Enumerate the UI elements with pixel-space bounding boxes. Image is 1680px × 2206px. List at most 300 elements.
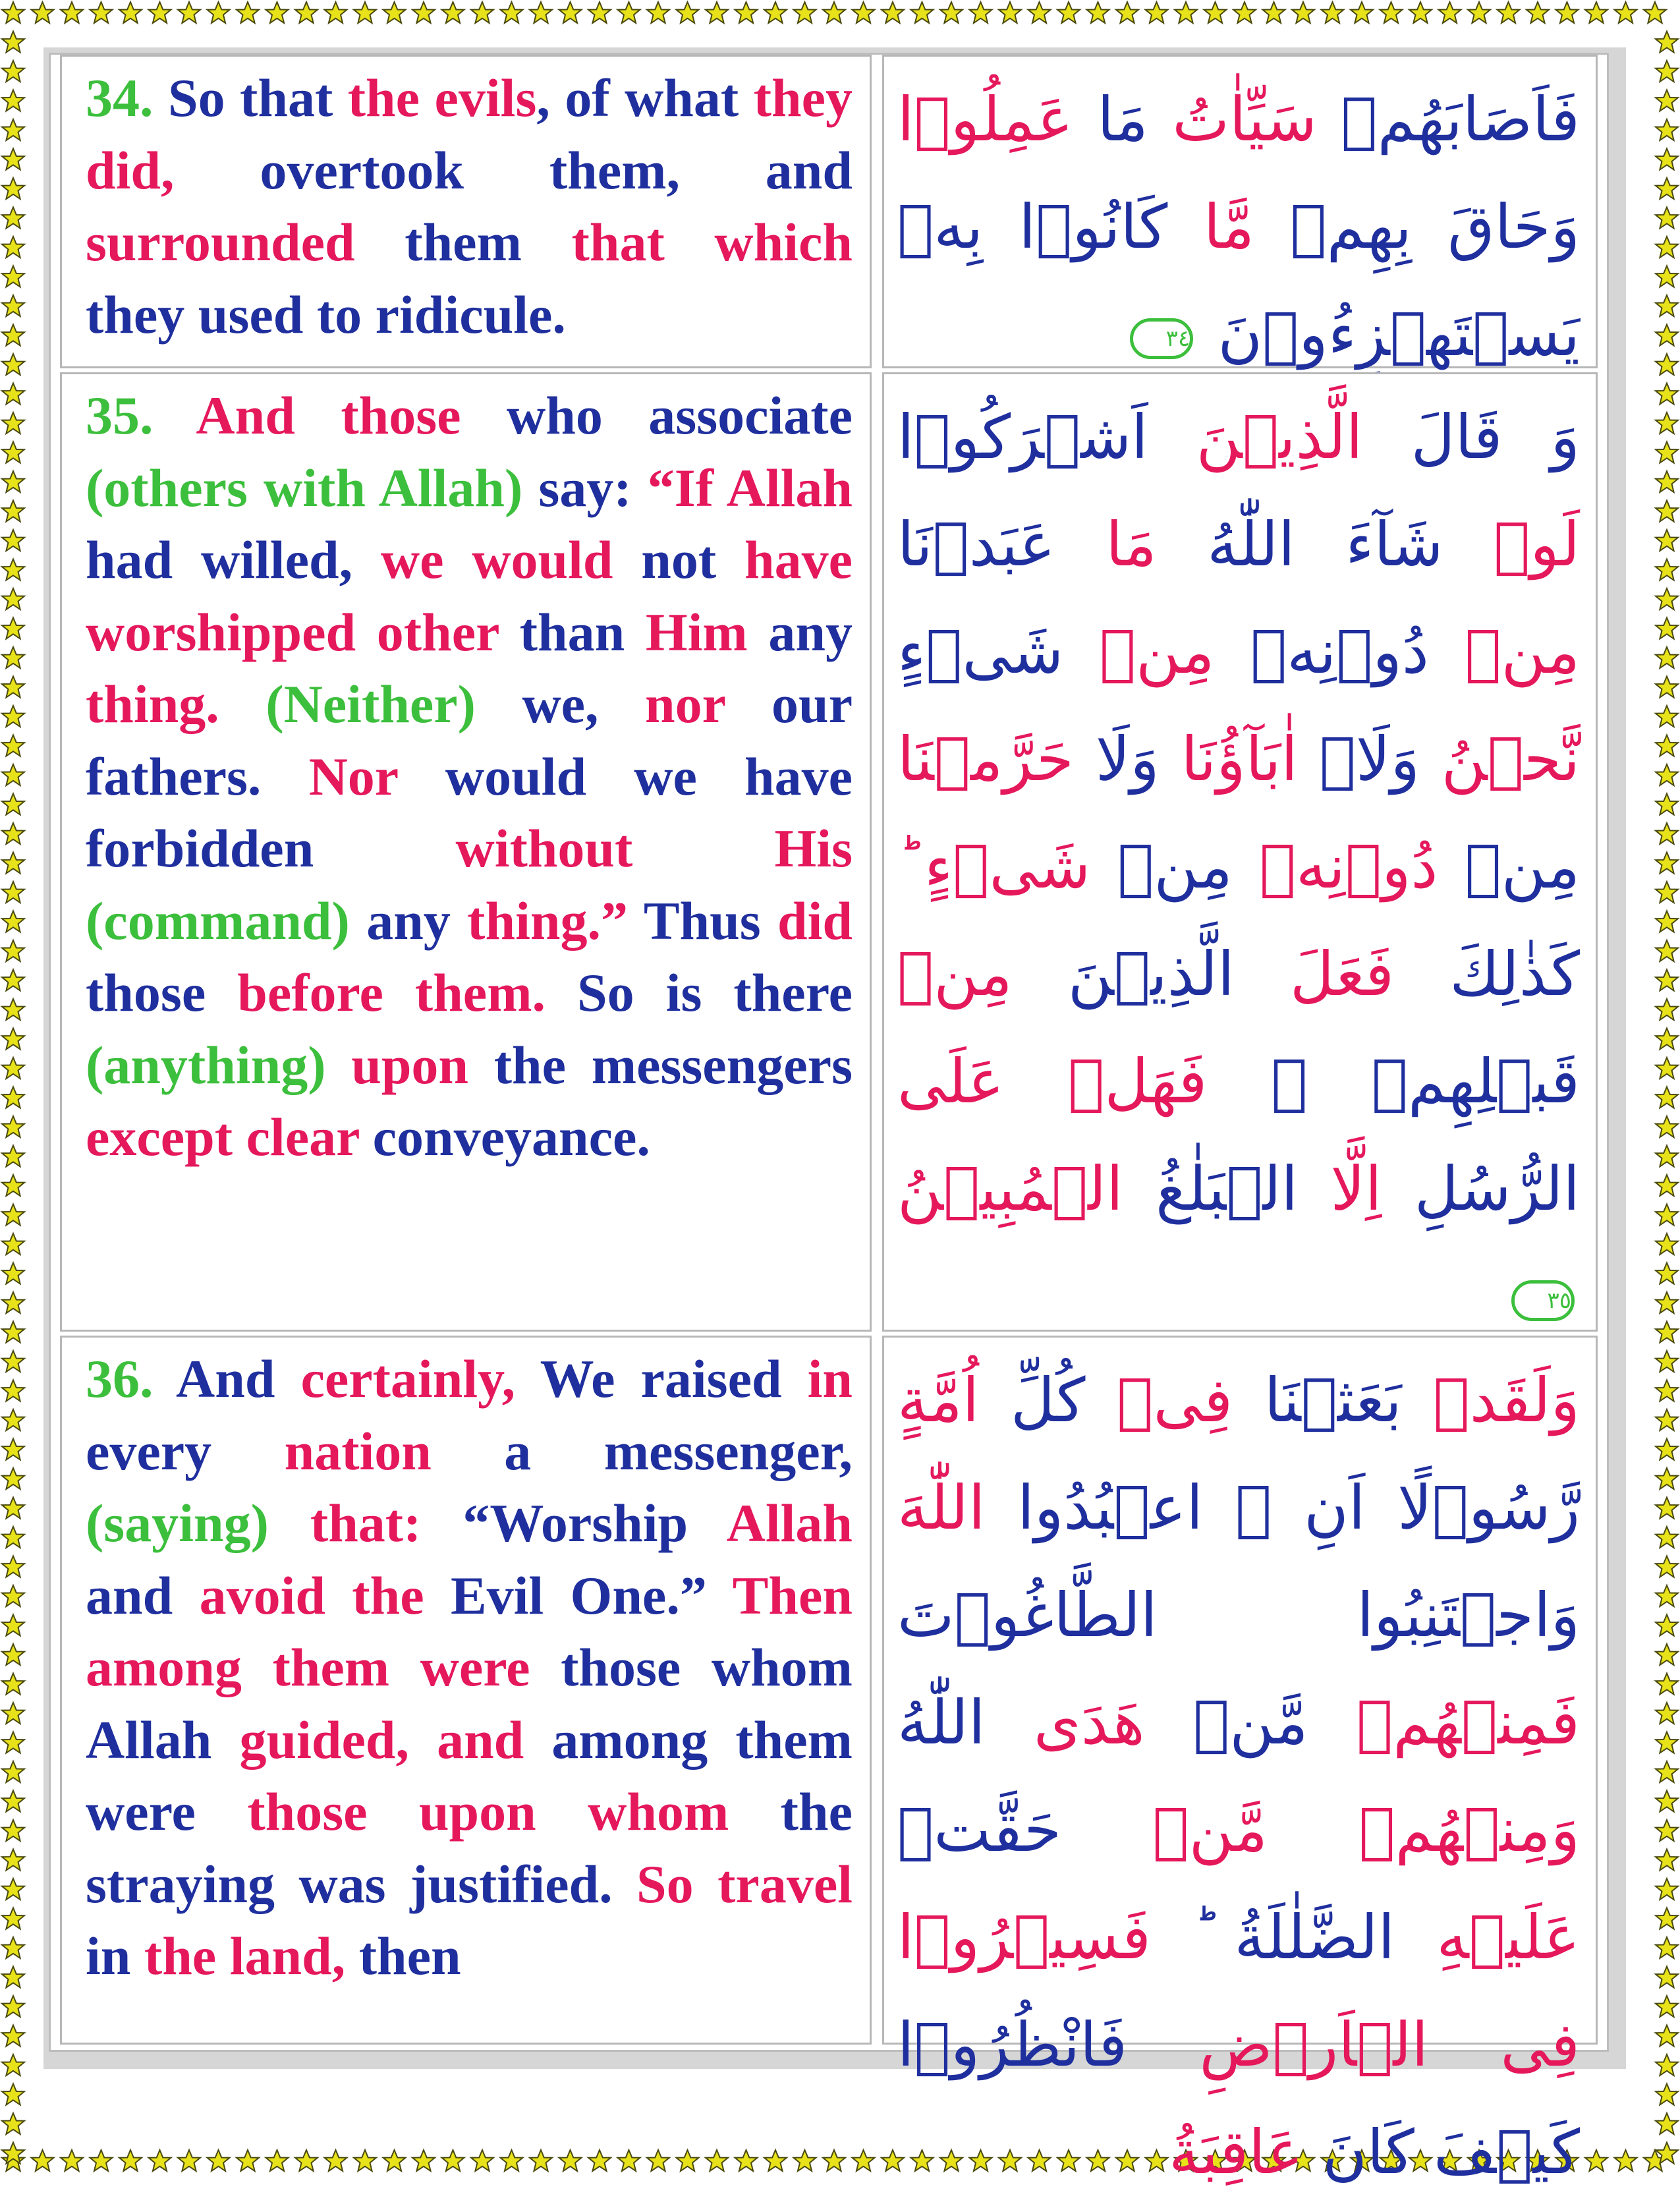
star-icon	[2, 412, 24, 434]
star-icon	[1656, 1263, 1678, 1284]
star-icon	[2, 1820, 24, 1841]
star-icon	[1656, 1674, 1678, 1695]
star-icon	[2, 1204, 24, 1226]
star-icon	[1656, 1791, 1678, 1812]
translation-text-segment: we would	[380, 530, 613, 590]
star-icon	[1656, 1996, 1678, 2017]
star-icon	[2, 1674, 24, 1695]
star-icon	[1615, 2150, 1637, 2171]
translation-text-segment: Thus	[627, 890, 777, 951]
star-icon	[2, 295, 24, 316]
translation-text-segment: would we have forbidden	[86, 746, 853, 878]
arabic-text-segment: الَّذِيۡنَ	[1012, 939, 1290, 1009]
arabic-text-segment: اٰبَآؤُنَا	[1181, 724, 1298, 795]
star-icon	[1087, 2, 1109, 23]
arabic-text-segment: وَلَاۤ	[1297, 724, 1442, 795]
translation-text-segment: (saying)	[86, 1493, 269, 1553]
translation-text-segment: (others with Allah)	[86, 457, 523, 518]
star-icon	[1656, 2084, 1678, 2105]
arabic-text-segment: وَ قَالَ	[1362, 402, 1580, 472]
star-icon	[1439, 2, 1461, 23]
verse-number: 35.	[86, 385, 154, 445]
arabic-text-segment: الضَّلٰلَةُ ؕ	[1150, 1902, 1437, 1973]
arabic-text-segment: فَسِيۡرُوۡا فِى	[897, 1902, 1580, 2080]
translation-text-segment: a messenger,	[431, 1421, 853, 1481]
star-icon	[471, 2, 493, 23]
arabic-text-segment: كُلِّ	[979, 1365, 1117, 1436]
arabic-text-segment: وَحَاقَ بِهِمۡ	[1254, 192, 1580, 262]
star-icon	[442, 2, 464, 23]
arabic-text-segment: عَمِلُوۡا	[897, 84, 1073, 155]
star-icon	[1656, 1615, 1678, 1636]
star-icon	[706, 2150, 728, 2171]
star-icon	[1656, 1087, 1678, 1108]
arabic-text-segment: عَلَيۡهِ	[1436, 1902, 1580, 1973]
translation-text-segment: then	[345, 1926, 461, 1986]
star-icon	[2, 1380, 24, 1401]
star-icon	[1656, 2054, 1678, 2076]
star-icon	[882, 2, 904, 23]
arabic-text-segment: فَمِنۡهُمۡ	[1357, 1687, 1580, 1758]
star-icon	[2, 178, 24, 199]
star-icon	[2, 1439, 24, 1460]
translation-text-segment: And	[153, 1349, 301, 1409]
star-icon	[61, 2150, 83, 2171]
arabic-text-segment: الرُّسُلِ	[1382, 1154, 1580, 1224]
translation-text-segment: in	[86, 1926, 144, 1986]
translation-text-segment: that:	[268, 1493, 422, 1553]
star-icon	[588, 2150, 611, 2171]
page-content	[49, 53, 1609, 2188]
star-icon	[647, 2, 669, 23]
star-icon	[1656, 1233, 1678, 1255]
star-icon	[794, 2150, 816, 2171]
star-icon	[237, 2, 259, 23]
translation-text-segment: any	[747, 602, 853, 662]
arabic-text-segment: مَّنۡ	[1144, 1687, 1357, 1758]
star-icon	[1556, 2, 1579, 23]
arabic-text-segment: قَبۡلِهِمۡ ۚ	[1271, 1046, 1581, 1117]
star-icon	[1351, 2, 1373, 23]
star-icon	[32, 2150, 54, 2171]
star-icon	[735, 2150, 758, 2171]
translation-text-segment: And those	[153, 385, 461, 445]
star-icon	[1656, 735, 1678, 756]
translation-text-segment: upon	[325, 1034, 469, 1095]
arabic-text-segment: كَانُوۡا بِهٖ يَسۡتَهۡزِءُوۡنَ	[897, 192, 1580, 370]
star-icon	[1656, 882, 1678, 903]
star-icon	[1656, 1380, 1678, 1401]
star-icon	[1656, 1937, 1678, 1958]
star-icon	[2, 677, 24, 698]
star-icon	[2, 1351, 24, 1372]
arabic-text-segment: اُمَّةٍ	[897, 1365, 980, 1436]
star-icon	[911, 2, 934, 23]
star-icon	[2, 325, 24, 346]
page-frame	[43, 47, 1626, 2188]
arabic-text-segment: عَاقِبَةُ	[1169, 2117, 1304, 2188]
translation-text-segment: they did,	[86, 68, 853, 200]
star-icon	[706, 2, 728, 23]
star-icon	[647, 2150, 669, 2171]
translation-text-segment: “If Allah	[647, 457, 853, 518]
arabic-text-segment: حَقَّتۡ	[897, 1795, 1153, 1865]
star-icon	[2, 1029, 24, 1050]
star-icon	[2, 853, 24, 874]
star-icon	[970, 2, 992, 23]
star-icon	[530, 2150, 552, 2171]
star-icon	[2, 1498, 24, 1519]
translation-text-segment: the evils	[347, 68, 537, 128]
translation-text-segment: Allah	[726, 1493, 853, 1553]
arabic-text-segment: عَبَدۡنَا	[897, 509, 1106, 580]
arabic-text-segment: الَّذِيۡنَ	[1196, 402, 1363, 472]
star-icon	[2, 764, 24, 785]
star-icon	[2, 1263, 24, 1284]
translation-text-segment: So travel	[636, 1853, 853, 1914]
star-icon	[90, 2150, 113, 2171]
star-icon	[1656, 853, 1678, 874]
verse-number: 34.	[86, 68, 154, 128]
translation-text-segment: nation	[284, 1421, 432, 1481]
translation-text-segment: So is there	[546, 963, 853, 1023]
star-icon	[1656, 266, 1678, 287]
star-icon	[1585, 2150, 1608, 2171]
arabic-cell	[882, 55, 1598, 368]
translation-text-segment: those whom Allah	[86, 1637, 853, 1770]
star-icon	[1175, 2, 1197, 23]
translation-cell	[60, 372, 872, 1332]
translation-text-segment: (Neither)	[219, 674, 476, 734]
star-icon	[1233, 2, 1256, 23]
star-icon	[1656, 237, 1678, 258]
translation-text-segment: our fathers.	[86, 674, 853, 806]
arabic-cell	[882, 372, 1598, 1332]
star-icon	[1656, 1761, 1678, 1782]
star-icon	[1656, 1146, 1678, 1167]
translation-text-segment: conveyance.	[359, 1107, 650, 1167]
star-icon	[1656, 442, 1678, 463]
translation-text-segment: Nor	[308, 746, 398, 806]
arabic-text-segment: مِنۡ	[1099, 617, 1215, 687]
arabic-text-segment: فَهَلۡ عَلَى	[897, 1046, 1272, 1117]
translation-text-segment: overtook them, and	[174, 140, 853, 200]
arabic-text-segment: وَمِنۡهُمۡ مَّنۡ	[1152, 1795, 1580, 1865]
verse-arabic	[897, 383, 1580, 1350]
translation-text-segment: among them were	[86, 1709, 853, 1842]
arabic-text-segment: مِنۡ	[1438, 832, 1581, 902]
star-icon	[208, 2, 230, 23]
arabic-text-segment: هَدَى	[1033, 1687, 1145, 1758]
star-icon	[2, 1409, 24, 1430]
star-icon	[1656, 1322, 1678, 1343]
star-icon	[2, 1996, 24, 2017]
star-icon	[2, 735, 24, 756]
star-icon	[2, 1556, 24, 1577]
star-icon	[794, 2, 816, 23]
star-icon	[2, 266, 24, 287]
translation-text-segment: guided, and	[239, 1709, 524, 1770]
star-icon	[677, 2150, 699, 2171]
arabic-text-segment: سَيِّاٰتُ	[1172, 84, 1317, 155]
star-icon	[2, 149, 24, 170]
arabic-text-segment: وَلَقَدۡ	[1401, 1365, 1580, 1436]
star-icon	[2, 119, 24, 140]
arabic-text-segment: اللّٰهَ	[897, 1473, 986, 1543]
verse-arabic	[897, 1347, 1580, 2206]
star-icon	[149, 2150, 171, 2171]
arabic-cell	[882, 1336, 1598, 2188]
star-icon	[588, 2, 611, 23]
star-icon	[1656, 1468, 1678, 1489]
star-icon	[1116, 2, 1138, 23]
star-icon	[735, 2, 758, 23]
star-icon	[2, 1644, 24, 1665]
star-icon	[1656, 1908, 1678, 1929]
star-icon	[1656, 1204, 1678, 1226]
star-icon	[2, 1908, 24, 1929]
star-icon	[2, 471, 24, 492]
star-icon	[1656, 32, 1678, 53]
star-icon	[1656, 61, 1678, 82]
star-icon	[1656, 1351, 1678, 1372]
star-icon	[2, 559, 24, 580]
star-icon	[1656, 764, 1678, 785]
translation-text-segment: without His	[455, 818, 853, 878]
translation-text-segment: who associate	[461, 385, 853, 445]
arabic-text-segment: وَلَا	[1073, 724, 1181, 795]
star-icon	[2, 501, 24, 522]
arabic-text-segment: الۡمُبِيۡنُ	[897, 1154, 1123, 1224]
star-icon	[2, 970, 24, 991]
star-icon	[1656, 1292, 1678, 1313]
star-icon	[354, 2150, 376, 2171]
star-icon	[1656, 1850, 1678, 1871]
verse-number: 36.	[86, 1349, 154, 1409]
star-icon	[1656, 706, 1678, 727]
star-icon	[1292, 2, 1314, 23]
star-icon	[1028, 2, 1051, 23]
star-icon	[2, 2113, 24, 2134]
arabic-text-segment: حَرَّمۡنَا	[897, 724, 1074, 795]
translation-text-segment: say:	[522, 457, 648, 518]
translation-text-segment: thing.	[86, 674, 219, 734]
star-icon	[1644, 2, 1666, 23]
star-icon	[853, 2, 875, 23]
translation-text-segment: every	[86, 1421, 285, 1481]
verse-row-36	[60, 1336, 1598, 2188]
star-icon	[2, 208, 24, 229]
arabic-text-segment: اللّٰهُ	[897, 1687, 1034, 1758]
star-icon	[1656, 1116, 1678, 1137]
star-icon	[764, 2150, 787, 2171]
arabic-text-segment: شَىۡءٍ ؕ	[897, 832, 1091, 902]
star-icon	[325, 2150, 347, 2171]
arabic-text-segment: الۡبَلٰغُ	[1123, 1154, 1331, 1224]
star-icon	[442, 2150, 464, 2171]
star-icon	[354, 2, 376, 23]
star-icon	[266, 2, 289, 23]
star-icon	[530, 2, 552, 23]
star-icon	[1656, 471, 1678, 492]
translation-text-segment: (anything)	[86, 1034, 326, 1095]
verse-translation	[86, 380, 853, 1174]
star-icon	[2, 1615, 24, 1636]
star-icon	[2, 1292, 24, 1313]
star-icon	[1204, 2, 1227, 23]
star-icon	[2, 794, 24, 815]
arabic-text-segment: الۡاَرۡضِ	[1199, 2010, 1501, 2080]
star-icon	[1656, 794, 1678, 815]
star-icon	[2, 1087, 24, 1108]
translation-text-segment: the messengers	[468, 1034, 853, 1095]
star-icon	[208, 2150, 230, 2171]
star-icon	[2, 618, 24, 639]
star-icon	[1656, 823, 1678, 844]
star-icon	[2, 999, 24, 1020]
star-icon	[764, 2, 787, 23]
star-icon	[2, 588, 24, 609]
translation-text-segment: avoid the	[199, 1565, 424, 1626]
star-icon	[2, 1322, 24, 1343]
star-icon	[1468, 2, 1490, 23]
verse-arabic	[897, 66, 1580, 388]
star-icon	[1656, 1527, 1678, 1548]
translation-text-segment: have worshipped other	[86, 530, 853, 662]
star-icon	[1656, 1029, 1678, 1050]
star-icon	[1322, 2, 1344, 23]
star-icon	[2, 90, 24, 111]
arabic-text-segment: مَا	[1073, 84, 1173, 155]
translation-text-segment: Evil One.”	[424, 1565, 733, 1626]
star-icon	[1656, 647, 1678, 668]
translation-text-segment: So that	[153, 68, 348, 128]
star-icon	[853, 2150, 875, 2171]
star-icon	[1656, 1703, 1678, 1724]
translation-text-segment: “Worship	[421, 1493, 727, 1553]
star-icon	[2, 442, 24, 463]
star-icon	[1656, 1732, 1678, 1753]
translation-text-segment: certainly,	[300, 1349, 516, 1409]
translation-text-segment: surrounded	[86, 212, 355, 272]
translation-text-segment: and	[86, 1565, 200, 1626]
star-icon	[1656, 2025, 1678, 2047]
star-icon	[501, 2150, 523, 2171]
star-icon	[1656, 208, 1678, 229]
star-icon	[559, 2, 582, 23]
star-icon	[1656, 1556, 1678, 1577]
verse-translation	[86, 1343, 853, 1993]
translation-text-segment: except clear	[86, 1107, 360, 1167]
star-icon	[2, 2054, 24, 2076]
arabic-text-segment: كَذٰلِكَ	[1394, 939, 1580, 1009]
star-icon	[2, 940, 24, 961]
star-icon	[2, 530, 24, 551]
star-icon	[2, 354, 24, 375]
translation-text-segment: than	[499, 602, 646, 662]
translation-text-segment: the land,	[144, 1926, 346, 1986]
star-icon	[1656, 1409, 1678, 1430]
arabic-text-segment: اِلَّا	[1330, 1154, 1382, 1224]
arabic-text-segment: مَا	[1106, 509, 1157, 580]
star-icon	[61, 2, 83, 23]
star-icon	[1656, 559, 1678, 580]
star-icon	[1656, 1644, 1678, 1665]
arabic-text-segment: دُوۡنِهٖ	[1259, 832, 1438, 902]
star-icon	[1656, 501, 1678, 522]
star-icon	[2, 1791, 24, 1812]
star-icon	[1656, 383, 1678, 405]
arabic-text-segment: دُوۡنِهٖ	[1214, 617, 1465, 687]
arabic-text-segment: مِنۡ	[1465, 617, 1580, 687]
star-icon	[2, 1058, 24, 1079]
translation-text-segment: them	[354, 212, 572, 272]
star-icon	[1656, 90, 1678, 111]
translation-text-segment: before them.	[237, 963, 546, 1023]
star-icon	[1656, 1498, 1678, 1519]
star-icon	[471, 2150, 493, 2171]
star-icon	[412, 2, 435, 23]
star-icon	[1656, 999, 1678, 1020]
star-icon	[2, 911, 24, 932]
star-icon	[1656, 970, 1678, 991]
star-icon	[2, 823, 24, 844]
star-icon	[1656, 295, 1678, 316]
translation-text-segment: those	[86, 963, 238, 1023]
star-icon	[1656, 1058, 1678, 1079]
star-icon	[325, 2, 347, 23]
star-icon	[412, 2150, 435, 2171]
star-icon	[2, 1146, 24, 1167]
translation-text-segment: that which	[571, 212, 853, 272]
star-icon	[119, 2150, 142, 2171]
arabic-text-segment: نَّحۡنُ	[1441, 724, 1580, 795]
star-icon	[295, 2150, 318, 2171]
ayah-number-marker: ٣٥	[1511, 1280, 1575, 1321]
star-icon	[1656, 119, 1678, 140]
star-icon	[32, 2, 54, 23]
translation-text-segment: Then among them were	[86, 1565, 853, 1697]
star-icon	[940, 2, 963, 23]
star-icon	[559, 2150, 582, 2171]
star-icon	[2, 1937, 24, 1958]
star-icon	[1656, 1820, 1678, 1841]
star-icon	[823, 2150, 845, 2171]
arabic-text-segment: مِنۡ	[897, 939, 1013, 1009]
translation-text-segment: not	[613, 530, 744, 590]
star-icon	[178, 2, 200, 23]
star-icon	[2, 1703, 24, 1724]
star-icon	[149, 2, 171, 23]
star-icon	[119, 2, 142, 23]
star-icon	[2, 2025, 24, 2047]
star-icon	[501, 2, 523, 23]
star-icon	[1615, 2, 1637, 23]
star-icon	[1656, 618, 1678, 639]
star-icon	[2, 237, 24, 258]
translation-text-segment: thing.”	[467, 890, 628, 951]
star-icon	[1656, 1879, 1678, 1900]
star-icon	[2, 61, 24, 82]
verse-row-34	[60, 55, 1598, 368]
star-icon	[1656, 588, 1678, 609]
arabic-text-segment: بَعَثۡنَا	[1233, 1365, 1402, 1436]
star-icon	[618, 2150, 640, 2171]
star-icon	[237, 2150, 259, 2171]
star-icon	[1057, 2, 1080, 23]
star-icon	[2, 383, 24, 405]
star-icon	[999, 2, 1021, 23]
